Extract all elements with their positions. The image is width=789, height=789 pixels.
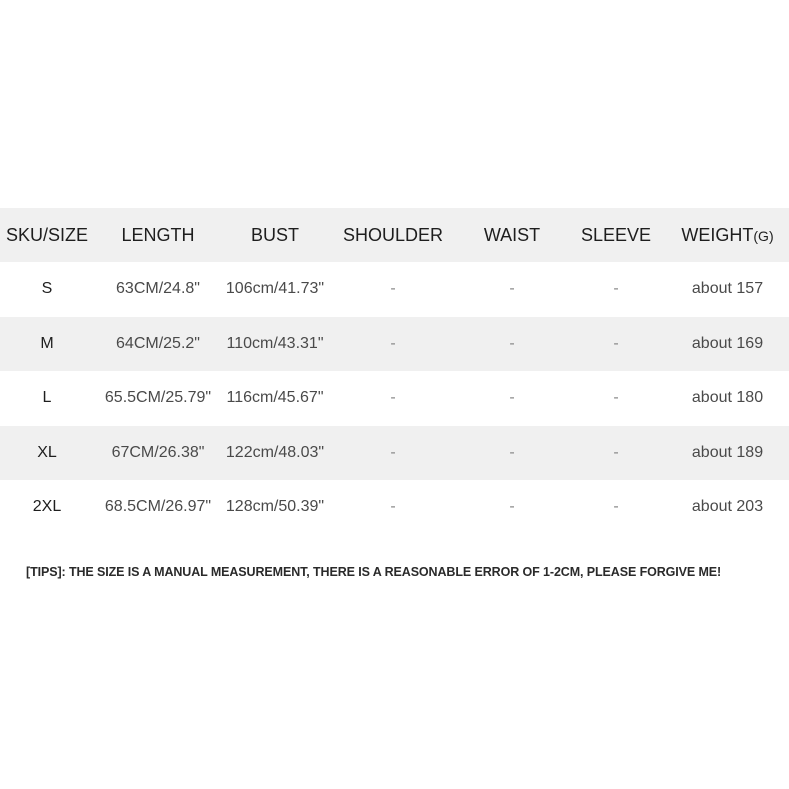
cell-bust: 122cm/48.03"	[225, 443, 325, 461]
size-chart-table	[0, 208, 789, 535]
cell-sleeve: -	[613, 280, 619, 298]
cell-waist: -	[509, 389, 515, 407]
cell-waist: -	[509, 443, 515, 461]
table-row	[0, 480, 789, 535]
cell-size: S	[41, 280, 53, 298]
cell-size: XL	[37, 443, 57, 461]
header-weight-unit: (G)	[753, 227, 774, 244]
cell-shoulder: -	[390, 389, 396, 407]
cell-shoulder: -	[390, 334, 396, 352]
cell-size: M	[40, 334, 54, 352]
cell-bust: 128cm/50.39"	[225, 498, 325, 516]
cell-weight: about 157	[691, 280, 764, 298]
cell-sleeve: -	[613, 389, 619, 407]
cell-length: 64CM/25.2"	[116, 334, 200, 352]
header-weight-label: WEIGHT	[681, 224, 754, 245]
cell-size: 2XL	[32, 498, 62, 516]
header-length: LENGTH	[121, 224, 195, 245]
cell-bust: 116cm/45.67"	[226, 389, 324, 407]
cell-weight: about 203	[691, 498, 764, 516]
header-bust: BUST	[250, 224, 299, 245]
cell-size: L	[42, 389, 52, 407]
table-row	[0, 426, 789, 481]
cell-sleeve: -	[613, 334, 619, 352]
cell-weight: about 180	[691, 389, 764, 407]
cell-length: 63CM/24.8"	[116, 280, 200, 298]
cell-sleeve: -	[613, 443, 619, 461]
header-waist: WAIST	[483, 224, 541, 245]
cell-bust: 110cm/43.31"	[226, 334, 324, 352]
table-row	[0, 262, 789, 317]
cell-shoulder: -	[390, 498, 396, 516]
cell-weight: about 189	[691, 443, 764, 461]
table-row	[0, 371, 789, 426]
cell-shoulder: -	[390, 280, 396, 298]
cell-length: 65.5CM/25.79"	[104, 389, 212, 407]
table-header-row	[0, 208, 789, 262]
tips-note: [TIPS]: THE SIZE IS A MANUAL MEASUREMENT, THERE IS A REASONABLE ERROR OF 1-2CM, PLEASE FORGIVE ME!	[26, 565, 722, 579]
table-row	[0, 317, 789, 372]
cell-length: 68.5CM/26.97"	[104, 498, 212, 516]
cell-waist: -	[509, 498, 515, 516]
header-shoulder: SHOULDER	[342, 224, 444, 245]
cell-weight: about 169	[691, 334, 764, 352]
cell-length: 67CM/26.38"	[111, 443, 205, 461]
cell-shoulder: -	[390, 443, 396, 461]
header-sleeve: SLEEVE	[580, 224, 652, 245]
header-weight	[666, 208, 789, 262]
cell-waist: -	[509, 280, 515, 298]
cell-waist: -	[509, 334, 515, 352]
cell-sleeve: -	[613, 498, 619, 516]
header-size: SKU/SIZE	[5, 224, 89, 245]
cell-bust: 106cm/41.73"	[225, 280, 325, 298]
